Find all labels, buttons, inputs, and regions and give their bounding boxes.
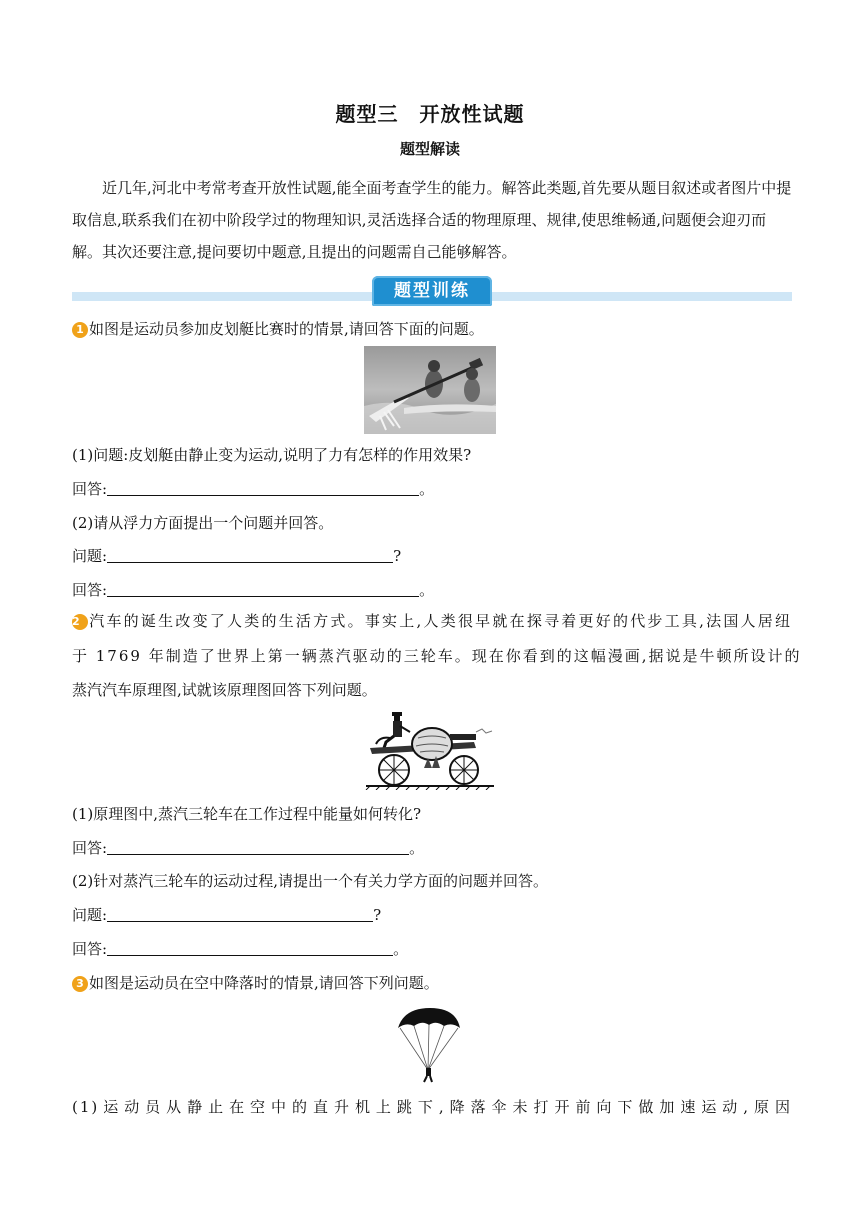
q2-part2-answer: 回答: 。 <box>72 940 409 958</box>
steam-tricycle-drawing <box>364 708 496 790</box>
q2-part1-question: (1)原理图中,蒸汽三轮车在工作过程中能量如何转化? <box>72 805 422 823</box>
q1-part2-answer: 回答: 。 <box>72 581 435 599</box>
answer-blank[interactable] <box>107 582 419 597</box>
q1-part1-question: (1)问题:皮划艇由静止变为运动,说明了力有怎样的作用效果? <box>72 446 472 464</box>
q1-part2-question-line: 问题: ? <box>72 547 402 565</box>
q1-part1-answer: 回答: 。 <box>72 480 435 498</box>
q2-part2-question: (2)针对蒸汽三轮车的运动过程,请提出一个有关力学方面的问题并回答。 <box>72 872 549 890</box>
question-blank[interactable] <box>107 907 373 922</box>
q2-part1-answer: 回答: 。 <box>72 839 425 857</box>
question-2-stem-line2: 于 1769 年制造了世界上第一辆蒸汽驱动的三轮车。现在你看到的这幅漫画,据说是牛顿所设计的 <box>72 647 802 665</box>
q2-part2-question-line: 问题: ? <box>72 906 382 924</box>
question-number-badge: 3 <box>72 976 88 992</box>
section-banner: 题型训练 <box>372 276 492 306</box>
q1-part2-question: (2)请从浮力方面提出一个问题并回答。 <box>72 514 334 532</box>
question-1-stem: 1 如图是运动员参加皮划艇比赛时的情景,请回答下面的问题。 <box>72 318 484 339</box>
question-number-badge: 2 <box>72 614 88 630</box>
question-3-stem: 3 如图是运动员在空中降落时的情景,请回答下列问题。 <box>72 972 439 993</box>
intro-paragraph: 近几年,河北中考常考查开放性试题,能全面考查学生的能力。解答此类题,首先要从题目叙述或者图片中提取信息,联系我们在初中阶段学过的物理知识,灵活选择合适的物理原理、规律,使思维畅通,问题便会迎刃而解。其次还要注意,提问要切中题意,且提出的问题需自己能够解答。 <box>72 179 792 261</box>
page-title: 题型三 开放性试题 <box>335 102 525 126</box>
section-subtitle: 题型解读 <box>399 140 460 158</box>
question-2-stem-line1: 2 汽车的诞生改变了人类的生活方式。事实上,人类很早就在探寻着更好的代步工具,法国人居纽 <box>72 612 792 630</box>
kayak-race-photo <box>364 346 496 434</box>
parachutist-drawing <box>394 1004 464 1084</box>
question-number-badge: 1 <box>72 322 88 338</box>
answer-blank[interactable] <box>107 481 419 496</box>
q3-part1-question: (1)运动员从静止在空中的直升机上跳下,降落伞未打开前向下做加速运动,原因 <box>72 1098 792 1116</box>
answer-blank[interactable] <box>107 941 393 956</box>
question-2-stem-line3: 蒸汽汽车原理图,试就该原理图回答下列问题。 <box>72 681 377 699</box>
answer-blank[interactable] <box>107 840 409 855</box>
question-blank[interactable] <box>107 548 393 563</box>
